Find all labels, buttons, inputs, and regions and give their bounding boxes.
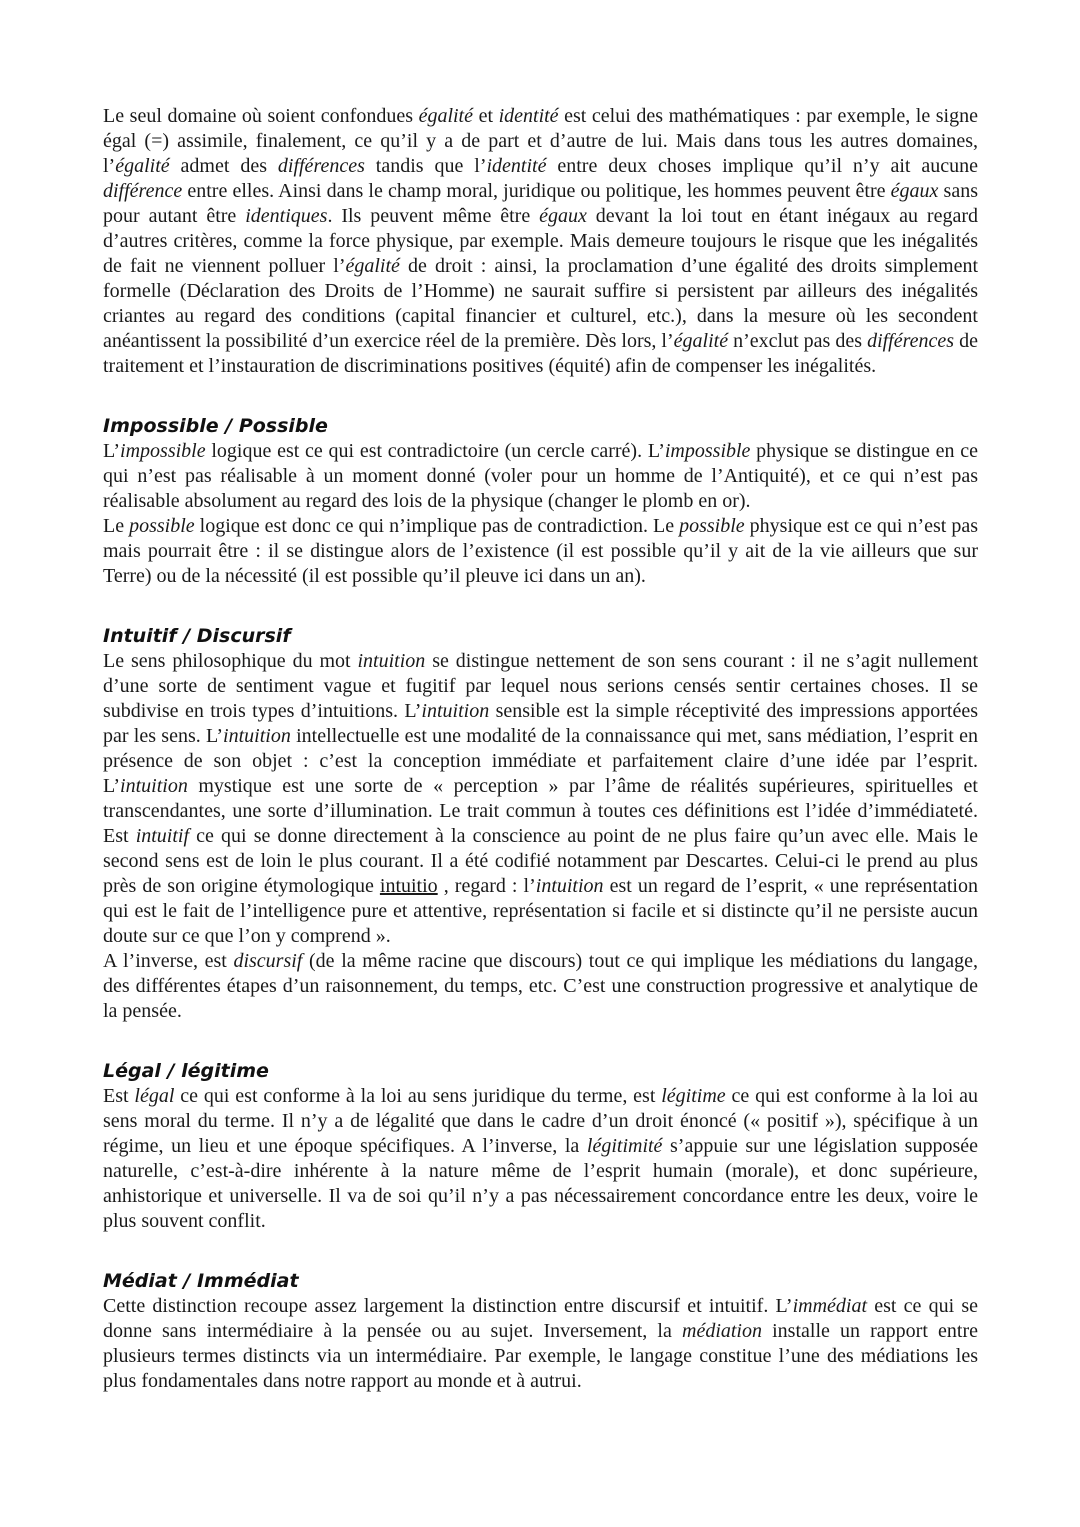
text-run: se distingue nettement de son sens courant : il ne s’agit nullement d’une sorte de sentiment vague et fugitif par lequel nous serions censés sentir certaines choses. Il se subdivise en trois types d’intuitions. L’	[103, 650, 978, 722]
text-run: L’	[103, 440, 121, 462]
emphasized-term: légal	[134, 1085, 175, 1107]
section-heading: Médiat / Immédiat	[103, 1270, 299, 1292]
text-run: intellectuelle est une modalité de la connaissance qui met, sans médiation, l’esprit en présence de son objet : c’est la conception immédiate et parfaitement claire d’une idée par l’esprit. L’	[103, 725, 978, 797]
text-run: Cette distinction recoupe assez largement la distinction entre discursif et intuitif. L’	[103, 1295, 793, 1317]
text-run: de droit : ainsi, la proclamation d’une égalité des droits simplement formelle (Déclaration des Droits de l’Homme) ne saurait suffire si persistent par ailleurs des inégalités criantes au regard des conditions (capital financier et culturel, etc.), dans la mesure où les secondent anéantissent la possibilité d’un exercice réel de la première. Dès lors, l’	[103, 255, 979, 352]
intro-section	[103, 104, 978, 379]
emphasized-term: intuition	[535, 875, 604, 897]
emphasized-term: médiation	[682, 1320, 762, 1342]
emphasized-term: intuitif	[135, 825, 190, 847]
text-run: Le sens philosophique du mot	[103, 650, 358, 672]
emphasized-term: impossible	[120, 440, 206, 462]
emphasized-term: égaux	[890, 180, 939, 202]
text-run: ce qui est conforme à la loi au sens juridique du terme, est	[174, 1085, 662, 1107]
text-run: est celui des mathématiques : par exemple, le signe égal (=) assimile, finalement, ce qu’il y a de part et d’autre de lui. Mais dans tous les autres domaines, l’	[103, 105, 978, 177]
emphasized-term: égalité	[673, 330, 729, 352]
text-run: devant la loi tout en étant inégaux au regard d’autres critères, comme la force physique, par exemple. Mais demeure toujours le risque que les inégalités de fait ne viennent polluer l’	[103, 205, 978, 277]
emphasized-term: égalité	[345, 255, 400, 277]
text-run: mystique est une sorte de « perception » par l’âme de réalités supérieures, spirituelles et transcendantes, une sorte d’illumination. Le trait commun à toutes ces définitions est l’idée d’immédiateté. Est	[103, 775, 978, 847]
text-run: Le	[103, 515, 130, 537]
text-run: sans pour autant être	[103, 180, 978, 227]
text-run: (de la même racine que discours) tout ce qui implique les médiations du langage, des différentes étapes d’un raisonnement, du temps, etc. C’est une construction progressive et analytique de la pensée.	[103, 950, 978, 1022]
section-heading: Légal / légitime	[103, 1060, 269, 1082]
section-paragraph	[103, 949, 978, 1024]
emphasized-term: égaux	[539, 205, 587, 227]
text-run: sensible est la simple réceptivité des impressions apportées par les sens. L’	[103, 700, 978, 747]
text-run: est un regard de l’esprit, « une représentation qui est le fait de l’intelligence pure et attentive, représentation si facile et si distincte qu’il ne persiste aucun doute sur ce que l’on y comprend ».	[103, 875, 978, 947]
text-run: tandis que l’	[364, 155, 487, 177]
emphasized-term: impossible	[664, 440, 751, 462]
text-run: . Ils peuvent même être	[327, 205, 540, 227]
underlined-term: intuitio	[379, 875, 438, 897]
emphasized-term: différences	[867, 330, 955, 352]
text-run: entre deux choses implique qu’il n’y ait aucune	[546, 155, 979, 177]
emphasized-term: intuition	[223, 725, 291, 747]
emphasized-term: intuition	[421, 700, 490, 722]
text-run: , regard : l’	[437, 875, 536, 897]
emphasized-term: égalité	[115, 155, 170, 177]
section-mediat-immediat	[103, 1269, 978, 1394]
emphasized-term: intuition	[120, 775, 188, 797]
emphasized-term: égalité	[418, 105, 473, 127]
emphasized-term: légitimité	[586, 1135, 663, 1157]
text-run: Est	[103, 1085, 135, 1107]
emphasized-term: possible	[129, 515, 195, 537]
emphasized-term: identité	[498, 105, 559, 127]
emphasized-term: légitime	[661, 1085, 726, 1107]
text-run: installe un rapport entre plusieurs termes distincts via un intermédiaire. Par exemple, le langage constitue l’une des médiations les plus fondamentales dans notre rapport au monde et à autrui.	[103, 1320, 978, 1392]
section-intuitif-discursif	[103, 624, 978, 1024]
emphasized-term: possible	[679, 515, 745, 537]
text-run: admet des	[169, 155, 278, 177]
text-run: physique est ce qui n’est pas mais pourrait être : il se distingue alors de l’existence (il est possible qu’il y ait de la vie ailleurs que sur Terre) ou de la nécessité (il est possible qu’il pleuve ici dans un an).	[103, 515, 979, 587]
text-run: est ce qui se donne sans intermédiaire à la pensée ou au sujet. Inversement, la	[103, 1295, 978, 1342]
text-run: entre elles. Ainsi dans le champ moral, juridique ou politique, les hommes peuvent être	[182, 180, 891, 202]
document-page	[103, 104, 978, 1394]
section-paragraph	[103, 1084, 978, 1234]
emphasized-term: intuition	[357, 650, 426, 672]
section-heading: Intuitif / Discursif	[103, 625, 291, 647]
emphasized-term: différence	[103, 180, 183, 202]
text-run: de traitement et l’instauration de discriminations positives (équité) afin de compenser les inégalités.	[103, 330, 978, 377]
text-run: n’exclut pas des	[728, 330, 868, 352]
section-paragraph	[103, 439, 978, 514]
text-run: ce qui se donne directement à la conscience au point de ne plus faire qu’un avec elle. Mais le second sens est de loin le plus courant. Il a été codifié notamment par Descartes. Celui-ci le prend au plus près de son origine étymologique	[103, 825, 978, 897]
emphasized-term: discursif	[233, 950, 303, 972]
text-run: ce qui est conforme à la loi au sens moral du terme. Il n’y a de légalité que dans le cadre d’un droit énoncé (« positif »), spécifique à un régime, un lieu et une époque spécifiques. A l’inverse, la	[103, 1085, 978, 1157]
text-run: physique se distingue en ce qui n’est pas réalisable à un moment donné (voler pour un homme de l’Antiquité), et ce qui n’est pas réalisable absolument au regard des lois de la physique (changer le plomb en or).	[103, 440, 978, 512]
text-run: et	[473, 105, 499, 127]
section-impossible-possible	[103, 414, 978, 589]
emphasized-term: identité	[486, 155, 547, 177]
emphasized-term: différences	[277, 155, 365, 177]
text-run: Le seul domaine où soient confondues	[103, 105, 419, 127]
section-heading: Impossible / Possible	[103, 415, 328, 437]
text-run: s’appuie sur une législation supposée naturelle, c’est-à-dire inhérente à la nature même de l’esprit humain (morale), et donc supérieure, anhistorique et universelle. Il va de soi qu’il n’y a pas nécessairement concordance entre les deux, voire le plus souvent conflit.	[103, 1135, 978, 1232]
emphasized-term: identiques	[245, 205, 328, 227]
section-paragraph	[103, 649, 978, 949]
text-run: logique est ce qui est contradictoire (un cercle carré). L’	[205, 440, 665, 462]
section-paragraph	[103, 1294, 978, 1394]
section-legal-legitime	[103, 1059, 978, 1234]
text-run: A l’inverse, est	[103, 950, 234, 972]
emphasized-term: immédiat	[792, 1295, 868, 1317]
intro-paragraph	[103, 104, 978, 379]
section-paragraph	[103, 514, 978, 589]
text-run: logique est donc ce qui n’implique pas de contradiction. Le	[194, 515, 680, 537]
